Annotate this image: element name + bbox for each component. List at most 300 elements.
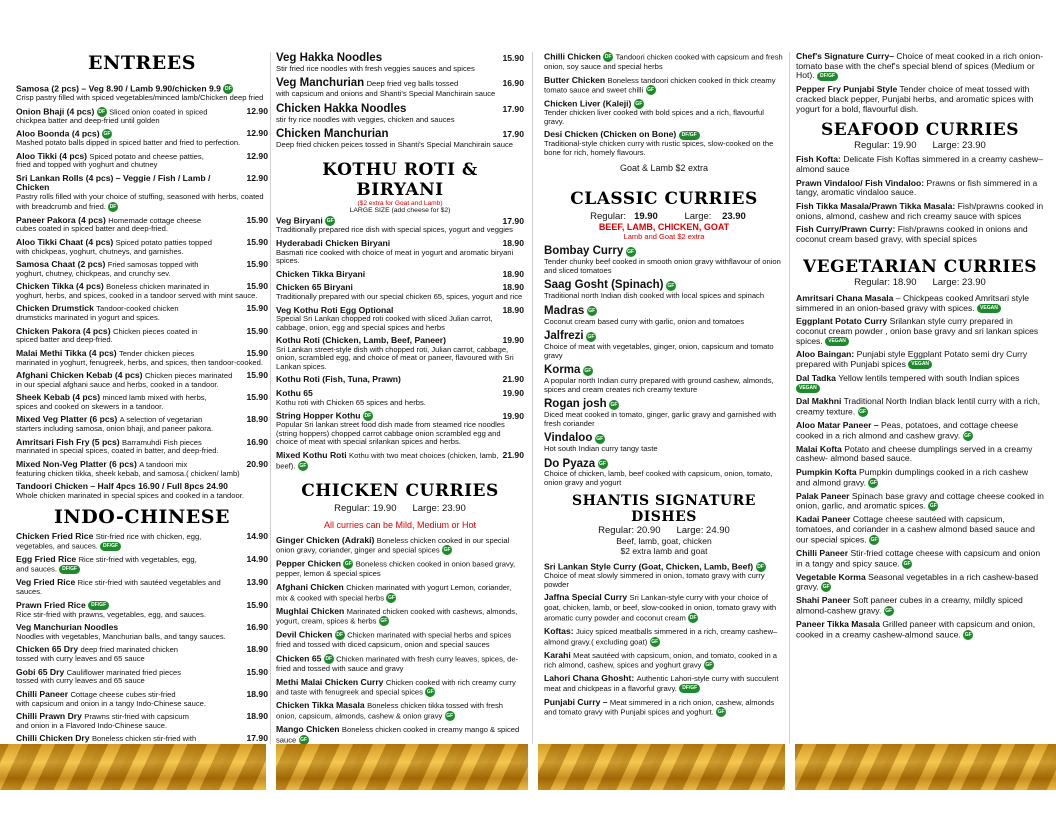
gf-badge: GF — [929, 503, 937, 510]
item-description: Pumpkin dumplings cooked in a rich cashew and almond gravy. — [796, 466, 1029, 487]
item-description: Deep fried chicken peices tossed in Shanti's Special Manchirain sauce — [276, 140, 513, 150]
gf-badge: GF — [299, 462, 307, 469]
item-name: Samosa (2 pcs) – Veg 8.90 / Lamb 9.90/chicken 9.9 — [16, 83, 221, 94]
menu-item — [16, 260, 268, 278]
chicken-prices — [276, 503, 524, 514]
item-name: Sheek Kebab (4 pcs) — [16, 392, 101, 403]
column-2 — [276, 52, 524, 749]
df-badge: DF — [109, 203, 117, 210]
menu-item — [276, 389, 524, 407]
item-name: Veg Fried Rice — [16, 576, 76, 587]
menu-item — [544, 330, 784, 360]
df-badge: DF — [325, 656, 333, 663]
menu-item — [796, 468, 1044, 488]
item-price: 18.90 — [502, 237, 524, 248]
item-description: minced lamb mixed with herbs, — [102, 393, 207, 403]
section-title-chicken-curries: CHICKEN CURRIES — [301, 480, 499, 501]
menu-item — [796, 294, 1044, 313]
gf-badge: GF — [326, 218, 334, 225]
item-name: Palak Paneer — [796, 490, 850, 501]
menu-item — [796, 573, 1044, 593]
df-gf-badge: DF/GF — [679, 684, 700, 693]
item-description: marinated in special spices, coated in batter, and deep-fried. — [16, 446, 219, 456]
item-description: Marinated chicken cooked with cashews, almonds, yogurt, cream, spices & herbs — [276, 606, 518, 626]
menu-item — [544, 593, 784, 622]
item-price: 17.90 — [502, 103, 524, 114]
menu-item — [16, 107, 268, 126]
item-name: Mixed Non-Veg Platter (6 pcs) — [16, 458, 137, 469]
goat-note: Goat & Lamb $2 extra — [619, 163, 709, 174]
item-price: 18.90 — [246, 711, 268, 722]
menu-item — [796, 515, 1044, 544]
item-description: starters including samosa, onion bhaji, and paneer pakora. — [16, 424, 214, 434]
gf-badge: GF — [596, 435, 604, 442]
large-price: Large: 24.90 — [676, 525, 730, 537]
regular-price: Regular: 19.90 — [854, 140, 917, 152]
item-name: Aloo Baingan: — [796, 349, 855, 360]
menu-item — [544, 562, 784, 589]
item-description: Hot south Indian curry tangy taste — [544, 444, 658, 453]
menu-item — [796, 549, 1044, 569]
menu-item — [16, 645, 268, 663]
item-name: Karahi — [544, 649, 571, 660]
menu-item — [276, 103, 524, 124]
item-name: Chicken 65 Dry — [16, 644, 79, 655]
item-description: Rice stir-fried with vegetables, egg, — [78, 554, 197, 564]
menu-item — [276, 630, 524, 650]
item-price: 20.90 — [246, 458, 268, 469]
kothu-list — [276, 216, 524, 470]
item-price: 18.90 — [246, 414, 268, 425]
item-name: Chilli Prawn Dry — [16, 711, 82, 722]
item-description: Traditional north Indian dish cooked with local spices and spinach — [544, 291, 765, 301]
item-name: Chicken 65 — [276, 653, 322, 664]
menu-item — [16, 129, 268, 148]
menu-item — [796, 155, 1044, 174]
item-description: fried and topped with yoghurt and chutney — [16, 160, 158, 170]
noodles-list — [276, 52, 524, 150]
menu-item — [16, 460, 268, 478]
item-description: Authentic Lahori-style curry with succulent meat and chickpeas in a flavorful gravy. — [544, 674, 779, 693]
item-price: 21.90 — [502, 449, 524, 460]
item-description: Traditionally prepared rice dish with special spices, yogurt and veggies — [276, 225, 513, 235]
item-description: Sri Lankan street-style dish with chopped roti, Julian carrot, cabbage, onion, scrambled egg, and choice of meat or paneer, flavoured with Sri Lankan spices. — [276, 344, 514, 371]
item-description: spiced batter and deep-fried. — [16, 335, 113, 345]
item-name: Mixed Veg Platter (6 pcs) — [16, 414, 118, 425]
section-title-vegetarian: VEGETARIAN CURRIES — [802, 256, 1038, 277]
item-description: Delicate Fish Koftas simmered in a creamy cashew–almond sauce — [796, 154, 1043, 174]
menu-item — [276, 270, 524, 280]
item-name: Ginger Chicken (Adraki) — [276, 534, 375, 545]
item-description: Tender chunky beef cooked in smooth onion gravy withflavour of onion and sliced tomatoes — [544, 257, 781, 275]
item-description: Rice stir-fried with sautéed vegetables and sauces. — [16, 577, 221, 597]
item-name: Shahi Paneer — [796, 595, 851, 606]
item-name: Prawn Fried Rice — [16, 600, 86, 611]
item-description: Yellow lentils tempered with south Indian spices — [838, 372, 1020, 383]
gf-badge: GF — [588, 308, 596, 315]
menu-item — [16, 690, 268, 708]
menu-item — [796, 374, 1044, 393]
item-description: Crisp pastry filled with spiced vegetables/minced lamb/Chicken deep fried — [16, 93, 264, 102]
menu-item — [16, 304, 268, 322]
menu-item — [276, 52, 524, 73]
item-name: Chicken Hakka Noodles — [276, 102, 407, 115]
item-name: Vindaloo — [544, 432, 593, 445]
item-name: Fish Curry/Prawn Curry: — [796, 224, 896, 235]
menu-item — [544, 432, 784, 453]
indo-chinese-list — [16, 532, 268, 752]
item-price: 18.90 — [502, 304, 524, 315]
vegan-badge: VEGAN — [908, 360, 932, 369]
item-description: Peas, potatoes, and cottage cheese cooked in a rich almond and cashew gravy. — [796, 419, 1019, 440]
item-price: 17.90 — [246, 733, 268, 744]
menu-item — [796, 179, 1044, 198]
item-price: 19.90 — [502, 335, 524, 346]
item-description: Whole chicken marinated in special spices and cooked in a tandoor. — [16, 490, 244, 500]
item-description: Fried samosas topped with — [107, 260, 199, 270]
item-name: Chicken Tikka (4 pcs) — [16, 281, 104, 292]
item-price: 12.90 — [246, 128, 268, 139]
menu-item — [16, 623, 268, 641]
menu-item — [544, 245, 784, 275]
gf-badge: GF — [859, 408, 867, 415]
item-description: Boneless tandoori chicken cooked in thick creamy tomato sauce and sweet chilli — [544, 75, 776, 95]
item-name: Vegetable Korma — [796, 571, 866, 582]
item-price: 17.90 — [502, 215, 524, 226]
item-description: Tandoor-cooked chicken — [96, 304, 179, 314]
shantis-note: $2 extra lamb and goat — [620, 546, 708, 557]
gf-badge: GF — [587, 333, 595, 340]
item-description: A popular north Indian curry prepared with ground cashew, almonds, spices and cream creates rich creamy texture — [544, 376, 774, 394]
item-description: Choice of meat slowly simmered in onion, tomato gravy with curry powder — [544, 571, 765, 589]
menu-item — [16, 349, 268, 367]
gf-badge: GF — [103, 131, 111, 137]
item-name: Pepper Chicken — [276, 558, 341, 569]
item-description: Grilled paneer with capsicum and onion, cooked in a creamy cashew-almond sauce. — [796, 618, 1036, 639]
df-badge: DF — [757, 564, 764, 571]
item-description: Chicken cooked with rich creamy curry and taste with fenugreek and special spices — [276, 677, 516, 697]
item-name: Chicken Liver (Kaleji) — [544, 98, 632, 109]
gf-badge: GF — [885, 607, 893, 614]
item-description: Potato and cheese dumplings served in a creamy cashew- almond based sauce. — [796, 443, 1033, 464]
item-name: Fish Kofta: — [796, 154, 841, 165]
gf-badge: GF — [705, 662, 713, 669]
item-price: 15.90 — [246, 370, 268, 381]
item-description: stir fry rice noodles with veggies, chicken and sauces — [276, 114, 455, 124]
menu-item — [796, 350, 1044, 369]
chef-specials-list — [796, 52, 1044, 114]
menu-item — [276, 701, 524, 721]
item-description: Juicy spiced meatballs simmered in a rich, creamy cashew–almond gravy.( excluding goat) — [544, 626, 778, 646]
item-name: Fish Tikka Masala/Prawn Tikka Masala: — [796, 201, 956, 212]
item-description: Fish/prawns cooked in onions, almond, cashew and rich creamy sauce with spices — [796, 201, 1044, 221]
gf-badge: GF — [964, 631, 972, 638]
gf-badge: GF — [822, 584, 830, 591]
gf-badge: GF — [964, 432, 972, 439]
df-gf-badge: DF/GF — [817, 72, 838, 81]
menu-item — [796, 492, 1044, 512]
df-badge: DF — [689, 614, 697, 621]
item-name: Kadai Paneer — [796, 514, 851, 525]
item-name: Aloo Tikki Chaat (4 pcs) — [16, 236, 114, 247]
item-description: Spiced potato patties topped — [115, 237, 212, 247]
gf-badge: GF — [426, 689, 434, 696]
item-name: Eggplant Potato Curry — [796, 316, 888, 327]
item-description: Tender chicken liver cooked with bold spices and a rich, flavourful gravy. — [544, 108, 764, 126]
kothu-size-note: LARGE SIZE (add cheese for $2) — [349, 206, 451, 214]
df-gf-badge: DF/GF — [88, 601, 109, 610]
item-description: chickpea batter and deep-fried until golden — [16, 115, 160, 125]
item-name: Rogan josh — [544, 398, 607, 411]
large-price: Large: 23.90 — [932, 140, 986, 152]
df-badge: DF — [364, 413, 372, 420]
column-divider — [270, 52, 271, 744]
menu-item — [544, 130, 784, 157]
menu-item — [16, 174, 268, 212]
item-price: 18.90 — [246, 644, 268, 655]
item-name: Gobi 65 Dry — [16, 666, 65, 677]
gf-badge: GF — [380, 618, 388, 625]
item-price: 15.90 — [246, 214, 268, 225]
item-description: Spinach base gravy and cottage cheese cooked in onion, garlic, and aromatic spices. — [796, 490, 1044, 511]
item-description: spices and cooked on skewers in a tandoor. — [16, 401, 164, 411]
item-description: Choice of chicken, lamb, beef cooked with capsicum, onion, tomato, onion gravy and yogurt — [544, 469, 773, 487]
gf-badge: GF — [651, 638, 659, 645]
item-description: Chicken marinated with special herbs and spices fried and tossed with diced capsicum, onion and special sauces — [276, 630, 512, 650]
item-name: Butter Chicken — [544, 74, 606, 85]
item-description: Stir-fried cottage cheese with capsicum and onion in a tangy and spicy sauce. — [796, 547, 1041, 568]
item-name: Chilli Paneer — [796, 547, 849, 558]
item-price: 12.90 — [246, 105, 268, 116]
gf-badge: GF — [667, 282, 675, 289]
item-name: Sri Lankan Style Curry (Goat, Chicken, Lamb, Beef) — [544, 561, 754, 572]
item-description: yoghurt, chutney, chickpeas, and crunchy sev. — [16, 268, 171, 278]
menu-item — [276, 654, 524, 674]
df-badge: DF — [336, 632, 344, 639]
menu-item — [796, 85, 1044, 114]
gf-badge: GF — [344, 561, 352, 568]
menu-item — [16, 238, 268, 256]
item-description: Seasonal vegetables in a rich cashew-based gravy. — [796, 571, 1039, 592]
item-name: Pepper Fry Punjabi Style — [796, 84, 898, 95]
vegan-badge: VEGAN — [977, 304, 1001, 313]
df-badge: DF — [98, 108, 106, 115]
large-price: Large: 23.90 — [412, 502, 466, 514]
item-name: Korma — [544, 364, 581, 377]
item-name: Veg Hakka Noodles — [276, 52, 383, 64]
item-name: Amritsari Chana Masala — [796, 292, 894, 303]
menu-item — [544, 627, 784, 647]
item-name: Hyderabadi Chicken Biryani — [276, 237, 391, 248]
vegan-badge: VEGAN — [825, 337, 849, 346]
df-gf-badge: DF/GF — [679, 131, 700, 140]
menu-item — [276, 536, 524, 556]
item-description: Basmati rice cooked with choice of meat in yogurt and aromatic biryani spices. — [276, 247, 514, 266]
menu-item — [16, 327, 268, 345]
item-name: Jaffna Special Curry — [544, 592, 628, 603]
item-name: Pumpkin Kofta — [796, 466, 857, 477]
section-title-classic-curries: CLASSIC CURRIES — [570, 189, 758, 210]
gf-badge: GF — [870, 536, 878, 543]
item-price: 15.90 — [246, 303, 268, 314]
df-gf-badge: DF/GF — [100, 542, 121, 551]
item-name: Afghani Chicken — [276, 581, 344, 592]
item-description: drumsticks marinated in yogurt and spices. — [16, 313, 160, 323]
item-price: 15.90 — [246, 347, 268, 358]
item-price: 15.90 — [246, 281, 268, 292]
gf-badge: GF — [647, 87, 655, 94]
item-description: with capsicum and onions and Shanti's Special Manchirain sauce — [276, 89, 496, 99]
item-name: Desi Chicken (Chicken on Bone) — [544, 129, 677, 140]
section-title-shantis: SHANTIS SIGNATURE DISHES — [572, 493, 756, 526]
item-name: Mughlai Chicken — [276, 605, 345, 616]
menu-item — [16, 84, 268, 103]
item-description: Prawns stir-fried with capsicum — [84, 712, 189, 722]
menu-item — [796, 52, 1044, 81]
df-badge: DF — [224, 86, 232, 92]
gf-badge: GF — [300, 736, 308, 743]
item-name: Tandoori Chicken – Half 4pcs 16.90 / Full 8pcs 24.90 — [16, 481, 228, 492]
item-price: 15.90 — [246, 325, 268, 336]
gf-badge: GF — [635, 101, 643, 108]
regular-price: Regular: 19.90 — [590, 211, 658, 223]
item-description: Tender chicken pieces — [119, 348, 195, 358]
item-name: Onion Bhaji (4 pcs) — [16, 105, 95, 116]
item-description: Barramuhdi Fish pieces — [122, 437, 202, 447]
item-price: 19.90 — [502, 388, 524, 399]
item-price: 15.90 — [246, 392, 268, 403]
menu-item — [796, 317, 1044, 346]
menu-item — [276, 411, 524, 447]
item-name: Chef's Signature Curry– — [796, 51, 895, 61]
menu-item — [544, 698, 784, 718]
item-description: Tender choice of meat tossed with cracked black pepper, Punjabi herbs, and aromatic spices with yogurt for a bold, flavourful dish. — [796, 84, 1034, 114]
menu-item — [16, 601, 268, 619]
menu-item — [16, 532, 268, 551]
menu-item — [276, 725, 524, 745]
item-description: Rice stir-fried with prawns, vegetables, egg, and sauces. — [16, 609, 206, 619]
item-name: Saag Gosht (Spinach) — [544, 279, 664, 292]
menu-item — [276, 375, 524, 385]
item-name: Chicken Fried Rice — [16, 531, 94, 542]
item-description: featuring chicken tikka, sheek kebab, and samosa.( chicken/ lamb) — [16, 468, 240, 478]
item-description: Boneless chicken cooked in creamy mango & spiced sauce — [276, 725, 520, 745]
item-description: Tandoori chicken cooked with capsicum and fresh onion, soy sauce and special herbs — [544, 52, 783, 71]
regular-price: Regular: 19.90 — [334, 502, 397, 514]
item-name: Aloo Boonda (4 pcs) — [16, 128, 100, 139]
menu-item — [796, 397, 1044, 417]
large-price: Large: 23.90 — [932, 276, 986, 288]
item-price: 14.90 — [246, 531, 268, 542]
gf-badge: GF — [610, 401, 618, 408]
item-description: A selection of vegetarian — [119, 415, 203, 425]
item-name: Mixed Kothu Roti — [276, 449, 347, 460]
item-description: with chickpeas, yoghurt, chutneys, and garnishes. — [16, 246, 184, 256]
menu-item — [276, 583, 524, 603]
item-description: marinated in yoghurt, fenugreek, herbs, and spices, then tandoor-cooked. — [16, 357, 263, 367]
item-description: Kothu roti with Chicken 65 spices and herbs. — [276, 397, 426, 407]
gf-badge: GF — [869, 479, 877, 486]
item-description: Chicken marinated with yogurt Lemon, coriander, mix & cooked with special herbs — [276, 582, 512, 602]
item-price: 19.90 — [502, 410, 524, 421]
chicken-specials-list — [544, 52, 784, 157]
item-price: 16.90 — [246, 436, 268, 447]
item-name: Egg Fried Rice — [16, 553, 77, 564]
item-price: 15.90 — [246, 236, 268, 247]
item-description: vegetables, and sauces. — [16, 541, 98, 551]
item-description: Chicken marinated with fresh curry leaves, spices, de-fried and tossed with sauce and gravy — [276, 654, 519, 674]
item-description: Cauliflower marinated fried pieces — [66, 667, 182, 677]
item-description: Traditional North Indian black lentil curry with a rich, creamy texture. — [796, 396, 1041, 417]
item-description: Choice of meat with vegetables, ginger, onion, capsicum and tomato gravy — [544, 342, 774, 360]
menu-item — [544, 76, 784, 96]
menu-item — [276, 559, 524, 579]
menu-item — [276, 216, 524, 235]
item-name: Mango Chicken — [276, 724, 340, 735]
column-3 — [544, 52, 784, 721]
shantis-meats: Beef, lamb, goat, chicken — [616, 536, 712, 547]
item-description: Sri Lankan-style curry with your choice of goat, chicken, lamb, or beef, slow-cooked in onion, tomato gravy with aromatic curry powder and coconut cream — [544, 593, 777, 623]
item-description: Chicken pieces marinated — [144, 371, 233, 381]
item-name: Chicken Drumstick — [16, 303, 94, 314]
item-description: Diced meat cooked in tomato, ginger, garlic gravy and garnished with fresh coriander — [544, 410, 777, 428]
item-name: Kothu 65 — [276, 388, 313, 399]
item-name: Chicken Tikka Masala — [276, 700, 365, 711]
classic-prices — [544, 211, 784, 222]
menu-item — [544, 305, 784, 326]
item-description: cubes coated in spiced batter and deep-fried. — [16, 224, 168, 234]
item-description: Punjabi style Eggplant Potato semi dry Curry prepared with Punjabi spices — [796, 349, 1028, 370]
classic-note: Lamb and Goat $2 extra — [623, 232, 705, 242]
item-price: 12.90 — [246, 150, 268, 161]
menu-item — [544, 364, 784, 394]
item-name: Kothu Roti (Fish, Tuna, Prawn) — [276, 374, 401, 385]
item-name: Koftas: — [544, 625, 574, 636]
item-price: 15.90 — [246, 600, 268, 611]
gf-badge: GF — [443, 547, 451, 554]
item-price: 16.90 — [246, 622, 268, 633]
menu-item — [544, 458, 784, 488]
kothu-note: ($2 extra for Goat and Lamb) — [357, 199, 443, 207]
item-description: yoghurt, herbs, and spices, cooked in a tandoor served with mint sauce. — [16, 290, 258, 300]
item-name: Chilli Paneer — [16, 688, 69, 699]
gf-badge: GF — [599, 461, 606, 468]
item-name: Chicken Tikka Biryani — [276, 268, 366, 279]
item-description: Boneless chicken tikka tossed with fresh onion, capsicum, almonds, cashew & onion gravy — [276, 701, 504, 721]
item-description: in our special afghani sauce and herbs, cooked in a tandoor. — [16, 379, 219, 389]
item-description: Choice of meat cooked in a rich onion-tomato base with the chef's special blend of spices (Medium or Hot). — [796, 51, 1044, 81]
item-price: 14.90 — [246, 553, 268, 564]
section-title-seafood: SEAFOOD CURRIES — [820, 120, 1020, 141]
menu-item — [796, 225, 1044, 244]
menu-item — [276, 239, 524, 266]
item-description: and onion in a Flavored Indo-Chinese sauce. — [16, 720, 168, 730]
item-name: Veg Manchurian — [276, 77, 365, 90]
item-name: Kothu Roti (Chicken, Lamb, Beef, Paneer) — [276, 335, 446, 346]
item-description: with capsicum and onion in a tangy Indo-Chinese sauce. — [16, 698, 206, 708]
seafood-list — [796, 155, 1044, 245]
item-name: Veg Kothu Roti Egg Optional — [276, 304, 394, 315]
gf-badge: GF — [584, 367, 592, 374]
item-description: Sliced onion coated in spiced — [109, 106, 208, 116]
item-description: Deep fried veg balls tossed — [366, 79, 459, 89]
item-name: Chicken Manchurian — [276, 128, 389, 141]
item-name: Bombay Curry — [544, 245, 624, 258]
item-price: 18.90 — [246, 688, 268, 699]
column-divider — [789, 52, 790, 744]
chicken-spice-note: All curries can be Mild, Medium or Hot — [323, 519, 477, 530]
item-name: Samosa Chaat (2 pcs) — [16, 259, 106, 270]
